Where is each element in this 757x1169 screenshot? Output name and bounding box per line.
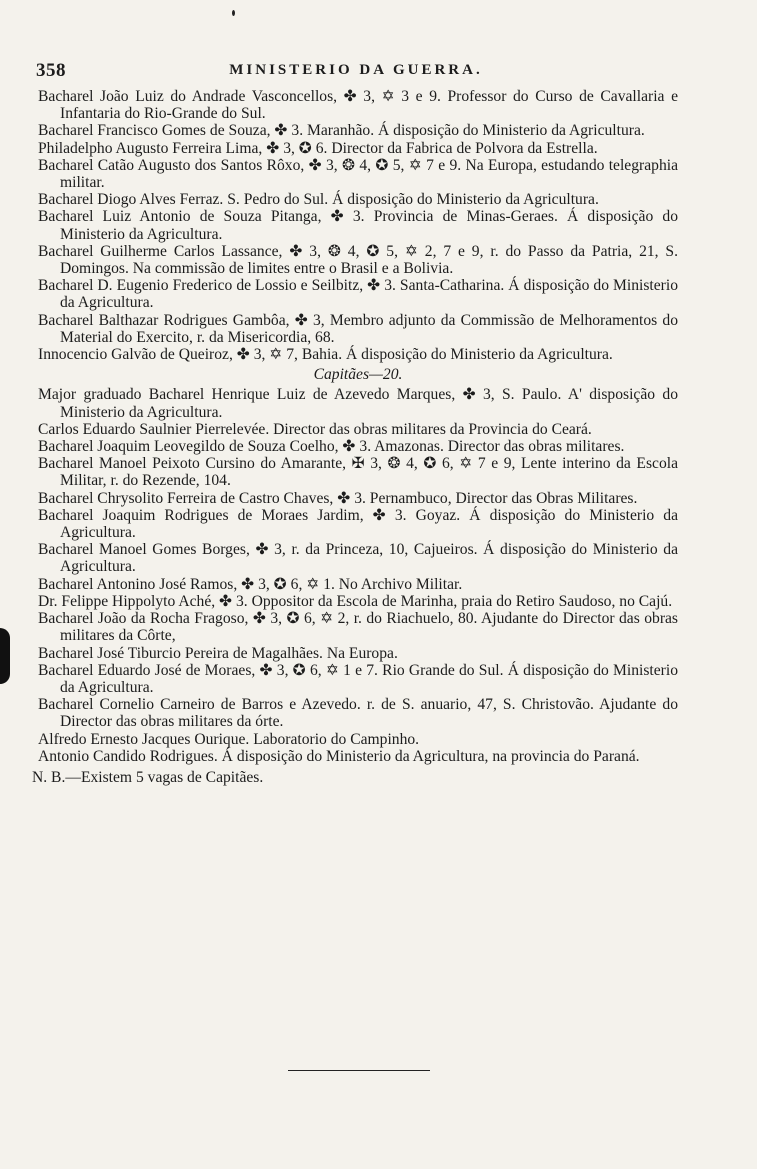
list-item: Bacharel Joaquim Leovegildo de Souza Coelho, ✤ 3. Amazonas. Director das obras militares. [38,438,625,456]
footnote-vacancies: N. B.—Existem 5 vagas de Capitães. [32,768,264,786]
page-header [36,60,676,84]
list-item: Major graduado Bacharel Henrique Luiz de Azevedo Marques, ✤ 3, S. Paulo. A' disposição do Ministerio da Agricultura. [38,386,678,421]
section-title-capitaes: Capitães—20. [313,366,403,384]
list-item: Alfredo Ernesto Jacques Ourique. Laboratorio do Campinho. [38,730,420,748]
list-item: Carlos Eduardo Saulnier Pierrelevée. Director das obras militares da Provincia do Ceará. [38,420,592,438]
entry-list [32,88,678,786]
list-item: Bacharel José Tiburcio Pereira de Magalhães. Na Europa. [38,644,398,662]
list-item: Bacharel João da Rocha Fragoso, ✤ 3, ✪ 6, ✡ 2, r. do Riachuelo, 80. Ajudante do Director das obras militares da Côrte, [38,610,678,645]
list-item: Bacharel Eduardo José de Moraes, ✤ 3, ✪ 6, ✡ 1 e 7. Rio Grande do Sul. Á disposição do Ministerio da Agricultura. [38,661,678,696]
binding-mark [0,628,10,684]
list-item: Antonio Candido Rodrigues. Á disposição do Ministerio da Agricultura, na provincia do Paraná. [38,747,640,765]
list-item: Bacharel Catão Augusto dos Santos Rôxo, ✤ 3, ❂ 4, ✪ 5, ✡ 7 e 9. Na Europa, estudando telegraphia militar. [38,156,678,192]
list-item: Bacharel Guilherme Carlos Lassance, ✤ 3, ❂ 4, ✪ 5, ✡ 2, 7 e 9, r. do Passo da Patria, 21, S. Domingos. Na commissão de limites entre o Brasil e a Bolivia. [38,242,678,278]
list-item: Bacharel Balthazar Rodrigues Gambôa, ✤ 3, Membro adjunto da Commissão de Melhoramentos do Material do Exercito, r. da Misericordia, 68. [38,311,678,346]
list-item: Bacharel Antonino José Ramos, ✤ 3, ✪ 6, ✡ 1. No Archivo Militar. [38,575,463,593]
list-item: Bacharel Cornelio Carneiro de Barros e Azevedo. r. de S. anuario, 47, S. Christovão. Ajudante do Director das obras militares da órte. [38,696,678,731]
list-item: Bacharel Joaquim Rodrigues de Moraes Jardim, ✤ 3. Goyaz. Á disposição do Ministerio da Agricultura. [38,506,678,542]
page-number: 358 [36,60,66,81]
list-item: Philadelpho Augusto Ferreira Lima, ✤ 3, ✪ 6. Director da Fabrica de Polvora da Estrella. [38,139,598,157]
list-item: Dr. Felippe Hippolyto Aché, ✤ 3. Oppositor da Escola de Marinha, praia do Retiro Saudoso, no Cajú. [38,592,673,610]
closing-rule [288,1070,430,1071]
running-title: MINISTERIO DA GUERRA. [229,62,483,78]
list-item: Bacharel Manoel Gomes Borges, ✤ 3, r. da Princeza, 10, Cajueiros. Á disposição do Ministerio da Agricultura. [38,541,678,576]
list-item: Bacharel D. Eugenio Frederico de Lossio e Seilbitz, ✤ 3. Santa-Catharina. Á disposição do Ministerio da Agricultura. [38,277,678,312]
list-item: Bacharel João Luiz do Andrade Vasconcellos, ✤ 3, ✡ 3 e 9. Professor do Curso de Cavallaria e Infantaria do Rio-Grande do Sul. [38,88,678,123]
list-item: Innocencio Galvão de Queiroz, ✤ 3, ✡ 7, Bahia. Á disposição do Ministerio da Agricultura. [38,346,613,364]
list-item: Bacharel Francisco Gomes de Souza, ✤ 3. Maranhão. Á disposição do Ministerio da Agricultura. [38,122,645,140]
ink-speck [232,10,235,16]
list-item: Bacharel Chrysolito Ferreira de Castro Chaves, ✤ 3. Pernambuco, Director das Obras Militares. [38,489,638,507]
list-item: Bacharel Manoel Peixoto Cursino do Amarante, ✠ 3, ❂ 4, ✪ 6, ✡ 7 e 9, Lente interino da Escola Militar, r. do Rezende, 104. [38,455,678,490]
list-item: Bacharel Luiz Antonio de Souza Pitanga, ✤ 3. Provincia de Minas-Geraes. Á disposição do Ministerio da Agricultura. [38,208,678,243]
list-item: Bacharel Diogo Alves Ferraz. S. Pedro do Sul. Á disposição do Ministerio da Agricultura. [38,191,599,209]
